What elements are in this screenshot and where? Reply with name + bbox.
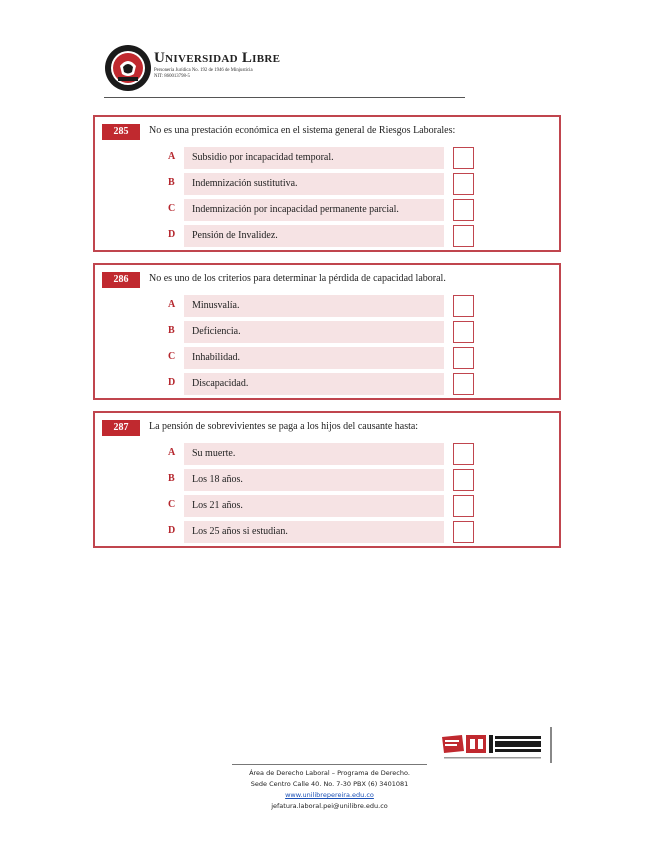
option-text: Los 25 años si estudian. — [192, 526, 288, 537]
option-text: Subsidio por incapacidad temporal. — [192, 152, 334, 163]
option-text: Los 18 años. — [192, 474, 243, 485]
university-name: Universidad Libre — [154, 50, 281, 66]
answer-checkbox[interactable] — [453, 521, 474, 543]
option-text: Inhabilidad. — [192, 352, 241, 363]
subtitle-line-1: Personería Jurídica No. 192 de 1946 de Minjusticia — [154, 68, 253, 73]
option-row — [95, 469, 559, 491]
option-letter: B — [168, 473, 175, 484]
option-row — [95, 225, 559, 247]
university-subtitle — [154, 68, 314, 80]
option-row — [95, 321, 559, 343]
option-bar — [184, 347, 444, 369]
university-seal-icon — [104, 44, 152, 92]
subtitle-line-2: NIT: 860013798-5 — [154, 74, 190, 79]
option-row — [95, 173, 559, 195]
question-card — [93, 411, 561, 548]
question-text: No es una prestación económica en el sistema general de Riesgos Laborales: — [149, 125, 456, 136]
question-number: 285 — [102, 124, 140, 140]
option-letter: C — [168, 499, 176, 510]
option-letter: D — [168, 525, 176, 536]
option-bar — [184, 173, 444, 195]
option-text: Pensión de Invalidez. — [192, 230, 278, 241]
option-row — [95, 443, 559, 465]
question-card — [93, 115, 561, 252]
answer-checkbox[interactable] — [453, 495, 474, 517]
option-bar — [184, 199, 444, 221]
option-letter: C — [168, 203, 176, 214]
footer-divider — [232, 764, 427, 765]
website-link[interactable]: www.unilibrepereira.edu.co — [285, 791, 374, 799]
option-bar — [184, 521, 444, 543]
answer-checkbox[interactable] — [453, 443, 474, 465]
option-bar — [184, 225, 444, 247]
option-row — [95, 147, 559, 169]
option-bar — [184, 495, 444, 517]
answer-checkbox[interactable] — [453, 199, 474, 221]
option-text: Discapacidad. — [192, 378, 249, 389]
option-bar — [184, 373, 444, 395]
question-text: No es uno de los criterios para determinar la pérdida de capacidad laboral. — [149, 273, 446, 284]
question-card — [93, 263, 561, 400]
option-letter: A — [168, 447, 176, 458]
option-bar — [184, 147, 444, 169]
footer-area: Área de Derecho Laboral – Programa de Derecho. — [249, 769, 410, 777]
option-letter: A — [168, 151, 176, 162]
vertical-code-mark — [547, 727, 555, 763]
footer-address: Sede Centro Calle 40. No. 7-30 PBX (6) 3401081 — [250, 780, 409, 788]
option-bar — [184, 321, 444, 343]
option-letter: A — [168, 299, 176, 310]
option-row — [95, 521, 559, 543]
option-letter: C — [168, 351, 176, 362]
option-text: Minusvalía. — [192, 300, 240, 311]
footer-email: jefatura.laboral.pei@unilibre.edu.co — [271, 802, 388, 810]
option-text: Su muerte. — [192, 448, 236, 459]
option-row — [95, 347, 559, 369]
option-letter: B — [168, 177, 175, 188]
question-number: 287 — [102, 420, 140, 436]
answer-checkbox[interactable] — [453, 321, 474, 343]
answer-checkbox[interactable] — [453, 173, 474, 195]
accreditation-logos-icon — [440, 731, 545, 761]
page-header — [104, 44, 465, 98]
option-row — [95, 495, 559, 517]
answer-checkbox[interactable] — [453, 147, 474, 169]
option-bar — [184, 469, 444, 491]
answer-checkbox[interactable] — [453, 295, 474, 317]
answer-checkbox[interactable] — [453, 469, 474, 491]
option-letter: D — [168, 377, 176, 388]
page-footer — [232, 768, 427, 812]
option-row — [95, 199, 559, 221]
question-number: 286 — [102, 272, 140, 288]
option-text: Indemnización por incapacidad permanente parcial. — [192, 204, 399, 215]
option-row — [95, 295, 559, 317]
option-letter: D — [168, 229, 176, 240]
option-row — [95, 373, 559, 395]
option-text: Deficiencia. — [192, 326, 241, 337]
option-text: Indemnización sustitutiva. — [192, 178, 298, 189]
answer-checkbox[interactable] — [453, 373, 474, 395]
option-bar — [184, 295, 444, 317]
answer-checkbox[interactable] — [453, 225, 474, 247]
question-text: La pensión de sobrevivientes se paga a los hijos del causante hasta: — [149, 421, 419, 432]
option-letter: B — [168, 325, 175, 336]
option-bar — [184, 443, 444, 465]
answer-checkbox[interactable] — [453, 347, 474, 369]
option-text: Los 21 años. — [192, 500, 243, 511]
